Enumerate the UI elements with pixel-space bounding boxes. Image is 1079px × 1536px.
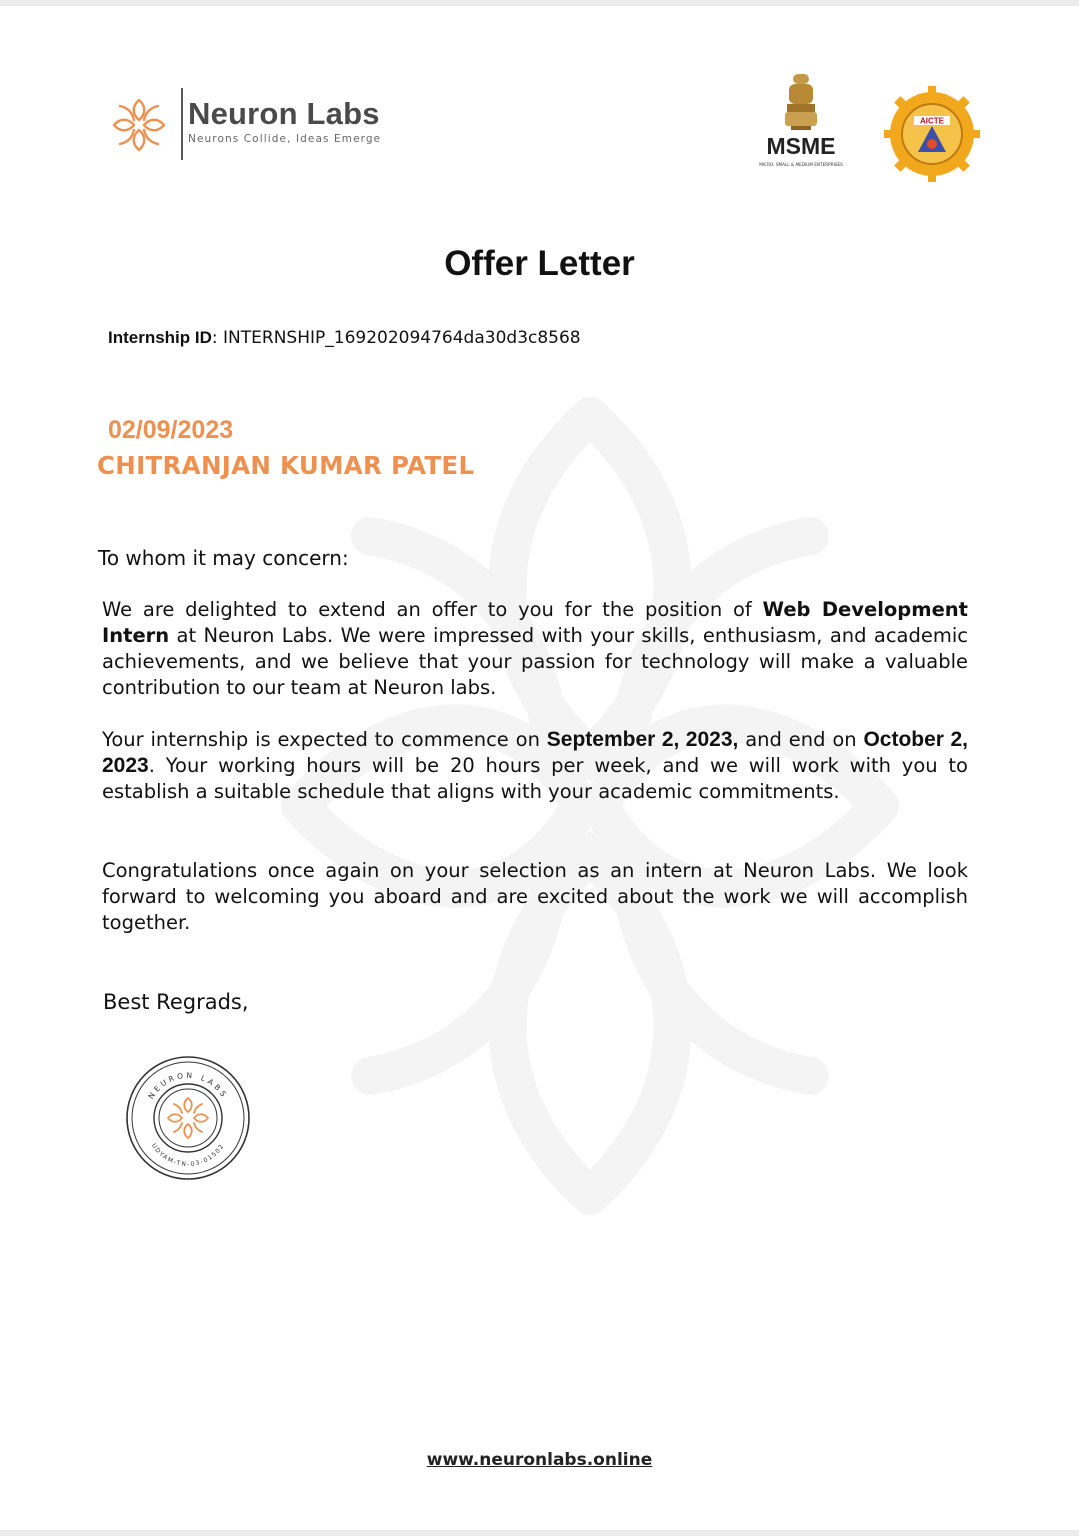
- company-tagline: Neurons Collide, Ideas Emerge: [188, 133, 382, 145]
- closing: Best Regrads,: [103, 990, 249, 1014]
- company-logo: [108, 88, 408, 162]
- gear-icon: [884, 86, 980, 182]
- emblem-icon: [785, 74, 817, 130]
- aicte-text: AICTE: [920, 116, 944, 126]
- logo-divider: [181, 88, 183, 160]
- internship-id-separator: :: [211, 328, 224, 348]
- salutation: To whom it may concern:: [98, 546, 349, 570]
- internship-id-value: INTERNSHIP_169202094764da30d3c8568: [223, 328, 581, 348]
- page-title: Offer Letter: [444, 244, 635, 283]
- internship-id-line: [108, 328, 581, 348]
- p1-text-a: We are delighted to extend an offer to you for the position of: [102, 598, 763, 621]
- paragraph-congratulations: Congratulations once again on your selection as an intern at Neuron Labs. We look forward to welcoming you aboard and are excited about the work we will accomplish together.: [102, 859, 968, 934]
- company-name: Neuron Labs: [188, 96, 380, 131]
- seal-top-text: NEURON LABS: [146, 1070, 230, 1101]
- start-date: September 2, 2023,: [546, 728, 739, 751]
- seal-neuron-icon: [168, 1098, 208, 1138]
- recipient-name: CHITRANJAN KUMAR PATEL: [97, 451, 475, 480]
- p2-text-a: Your internship is expected to commence on: [102, 728, 547, 751]
- offer-letter-page: [0, 6, 1079, 1530]
- end-date: October 2, 2023: [102, 728, 968, 777]
- role-title: Web Development Intern: [102, 598, 968, 647]
- website-link[interactable]: www.neuronlabs.online: [426, 1450, 653, 1470]
- paragraph-offer: [102, 597, 968, 701]
- msme-subtitle: MICRO, SMALL & MEDIUM ENTERPRISES: [759, 162, 843, 167]
- seal-bottom-text: UDYAM-TN-03-01502: [149, 1142, 227, 1169]
- company-seal: [124, 1054, 252, 1182]
- p1-text-b: at Neuron Labs. We were impressed with your skills, enthusiasm, and academic achievements, and we believe that your passion for technology will make a valuable contribution to our team at Neuron labs.: [102, 624, 968, 699]
- paragraph-schedule: [102, 727, 968, 805]
- neuron-watermark-icon: [280, 396, 900, 1216]
- p2-text-c: . Your working hours will be 20 hours per week, and we will work with you to establish a suitable schedule that aligns with your academic commitments.: [102, 754, 968, 803]
- p2-text-b: and end on: [738, 728, 864, 751]
- neuron-logo-icon: [108, 94, 170, 156]
- msme-text: MSME: [766, 133, 836, 159]
- letter-date: 02/09/2023: [108, 416, 234, 444]
- aicte-logo: [884, 86, 980, 182]
- internship-id-label: Internship ID: [108, 328, 212, 347]
- msme-logo: [757, 72, 847, 176]
